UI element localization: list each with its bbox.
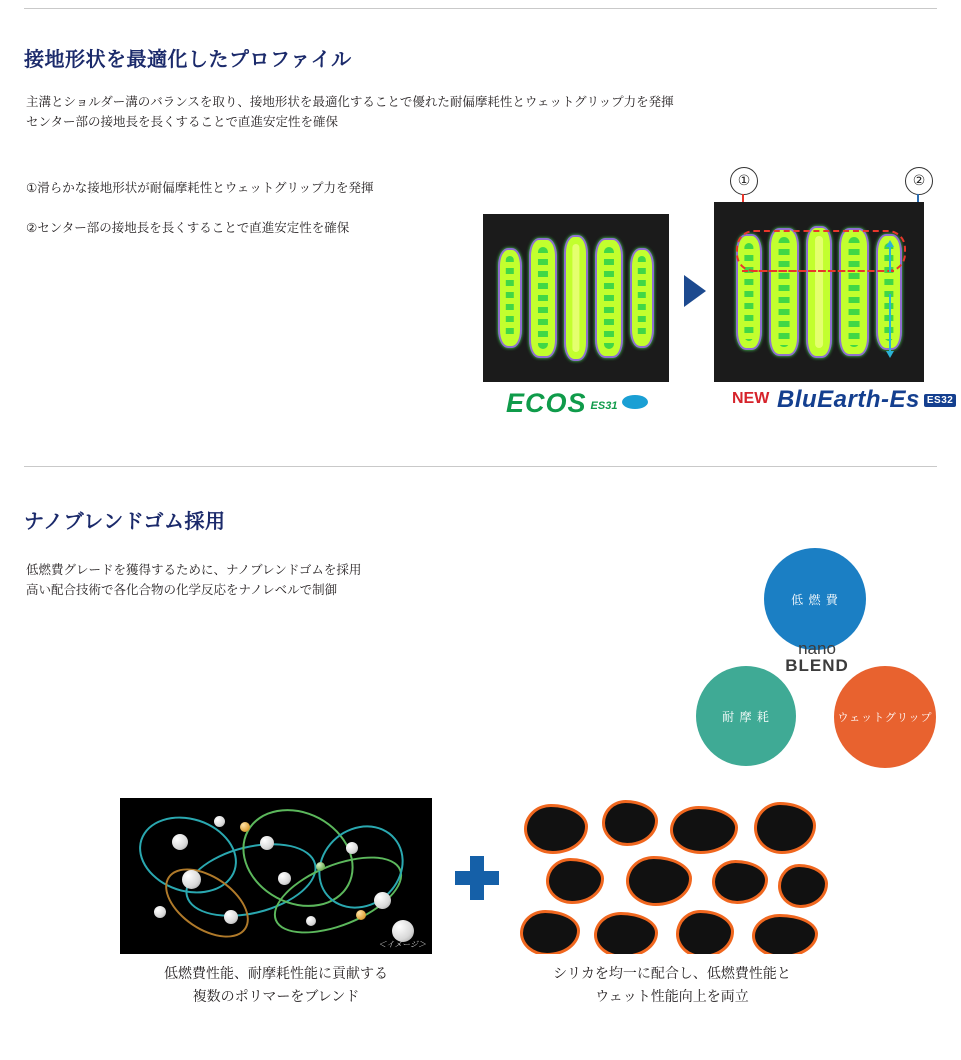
- logo-new-flag: NEW: [732, 390, 770, 407]
- nano-blend-diagram: [694, 548, 940, 788]
- silica-blob: [602, 800, 658, 846]
- section-1-note-1: ①滑らかな接地形状が耐偏摩耗性とウェットグリップ力を発揮: [26, 181, 374, 195]
- nano-blend-lobe-grip: [834, 666, 936, 768]
- footprint-rib: [630, 248, 654, 348]
- callout-number-2: ②: [905, 167, 933, 195]
- footprint-ribs-ecos: [483, 214, 669, 382]
- footprint-rib-center: [564, 235, 588, 361]
- silica-blob: [524, 804, 588, 854]
- silica-blob: [778, 864, 828, 908]
- polymer-particle: [172, 834, 188, 850]
- section-1-paragraph-line-1: 主溝とショルダー溝のバランスを取り、接地形状を最適化することで優れた耐偏摩耗性とウェットグリップ力を発揮: [26, 95, 674, 109]
- logo-ecos: [506, 388, 648, 419]
- silica-blob: [754, 802, 816, 854]
- nano-blend-lobe-grip-label: ウェットグリップ: [837, 712, 933, 724]
- section-1-paragraph: [26, 92, 674, 132]
- logo-ecos-model: ES31: [590, 400, 618, 412]
- polymer-particle: [260, 836, 274, 850]
- divider-top: [24, 8, 937, 9]
- section-2-paragraph-line-1: 低燃費グレードを獲得するために、ナノブレンドゴムを採用: [26, 563, 362, 577]
- footprint-rib: [839, 228, 869, 356]
- nano-blend-lobe-wear-label: 耐 摩 耗: [722, 709, 770, 724]
- polymer-particle: [374, 892, 391, 909]
- silica-blob: [712, 860, 768, 904]
- transition-arrow-icon: [684, 275, 706, 307]
- polymer-particle: [316, 862, 325, 871]
- polymer-particle: [240, 822, 250, 832]
- section-2-paragraph: [26, 560, 361, 600]
- nano-blend-lobe-fuel: [764, 548, 866, 650]
- silica-blob: [670, 806, 738, 854]
- caption-polymer-line-2: 複数のポリマーをブレンド: [192, 988, 360, 1004]
- logo-bluearth-model: ES32: [924, 394, 956, 407]
- footprint-rib: [529, 238, 557, 358]
- polymer-blend-image: [120, 798, 432, 954]
- caption-silica-line-1: シリカを均一に配合し、低燃費性能と: [553, 965, 791, 981]
- logo-bluearth: [777, 386, 956, 414]
- footprint-rib-center: [806, 226, 832, 358]
- footprint-rib: [769, 228, 799, 356]
- nano-blend-center-label: [770, 640, 864, 674]
- footprint-rib: [498, 248, 522, 348]
- section-1-paragraph-line-2: センター部の接地長を長くすることで直進安定性を確保: [26, 115, 339, 129]
- logo-ecos-badge-icon: [622, 395, 648, 409]
- nano-blend-center-bottom: BLEND: [785, 656, 849, 675]
- silica-blob: [626, 856, 692, 906]
- footprint-rib: [595, 238, 623, 358]
- nano-blend-lobe-fuel-label: 低 燃 費: [791, 592, 839, 607]
- silica-blob: [752, 914, 818, 954]
- section-2-paragraph-line-2: 高い配合技術で各化合物の化学反応をナノレベルで制御: [26, 583, 338, 597]
- silica-blob: [520, 910, 580, 954]
- annotation-dashed-line: [742, 270, 894, 272]
- caption-silica-line-2: ウェット性能向上を両立: [595, 988, 749, 1004]
- logo-ecos-name: ECOS: [506, 388, 587, 418]
- callout-number-1: ①: [730, 167, 758, 195]
- section-1-note-2: ②センター部の接地長を長くすることで直進安定性を確保: [26, 221, 350, 235]
- polymer-particle: [346, 842, 358, 854]
- section-2-title: ナノブレンドゴム採用: [24, 511, 226, 534]
- nano-blend-center-top: nano: [798, 639, 836, 658]
- silica-blob: [594, 912, 658, 954]
- footprint-image-ecos: [483, 214, 669, 382]
- silica-dispersion-image: [516, 798, 828, 954]
- caption-polymer: [120, 962, 432, 1008]
- polymer-particle: [278, 872, 291, 885]
- polymer-image-note: ＜イメージ＞: [378, 940, 426, 949]
- divider-middle: [24, 466, 937, 467]
- logo-bluearth-name: BluEarth-Es: [777, 386, 920, 413]
- footprint-rib: [736, 234, 762, 350]
- polymer-particle: [154, 906, 166, 918]
- contact-length-arrow-down-icon: [889, 294, 891, 352]
- polymer-particle: [214, 816, 225, 827]
- plus-icon: [455, 856, 499, 900]
- polymer-particle: [224, 910, 238, 924]
- polymer-particle: [306, 916, 316, 926]
- silica-blob: [676, 910, 734, 954]
- section-1-title: 接地形状を最適化したプロファイル: [24, 49, 352, 72]
- polymer-particle: [182, 870, 201, 889]
- contact-length-arrow-up-icon: [889, 246, 891, 272]
- footprint-image-bluearth: [714, 202, 924, 382]
- nano-blend-lobe-wear: [696, 666, 796, 766]
- silica-blob: [546, 858, 604, 904]
- caption-silica: [516, 962, 828, 1008]
- caption-polymer-line-1: 低燃費性能、耐摩耗性能に貢献する: [164, 965, 388, 981]
- polymer-particle: [356, 910, 366, 920]
